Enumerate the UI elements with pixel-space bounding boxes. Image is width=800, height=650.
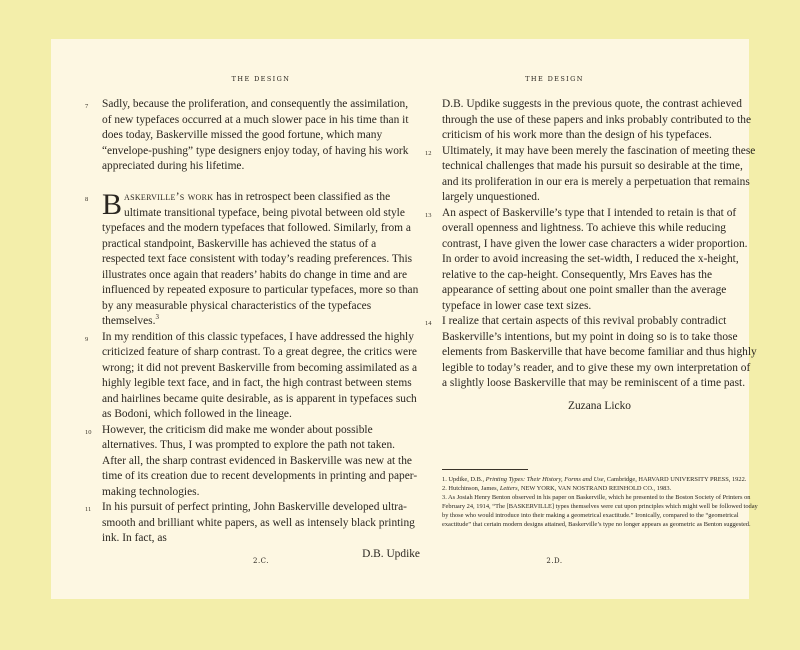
- paragraph-9: [85, 330, 420, 423]
- paragraph-11: [85, 500, 420, 547]
- folio-right: 2.D.: [546, 557, 563, 565]
- footnote-3: [442, 494, 758, 530]
- paragraph-number: 11: [85, 506, 92, 513]
- footnote-text: , Cambridge, HARVARD UNIVERSITY PRESS, 1922.: [603, 476, 747, 483]
- paragraph-number: 12: [425, 149, 432, 157]
- paragraph-text: Sadly, because the proliferation, and consequently the assimilation, of new typefaces occurred at a much slower pace in his time than it does today, Baskerville missed the good fortune, which many “envelope-pushing” type designers enjoy today, of having his work appreciated during his lifetime.: [102, 98, 409, 172]
- paragraph-text: has in retrospect been classified as the ultimate transitional typeface, being pivotal between old style typefaces and the modern typefaces that followed. Similarly, from a practical standpoint, Baskerville has achieved the status of a respected text face consistent with today’s reading preferences. This illustrates once again that readers’ habits do change in time and are influenced by repeated exposure to particular typefaces, more so than by any measurable physical characteristics of the typefaces themselves.: [102, 191, 419, 327]
- footnote-text: 3. As Josiah Henry Benton observed in his paper on Baskerville, which he presented to the Boston Society of Printers on February 24, 1914, “The [BASKERVILLE] types themselves were cut upon principles which might well be followed today by those who would introduce into their making a geometrical exactitude.” Ironically, compared to the “geometrical exactitude” that certain modern designs attained, Baskerville’s type no longer appears as geometric as Benton suggested.: [442, 493, 758, 528]
- paragraph-14: [425, 314, 757, 392]
- right-page: [425, 39, 758, 599]
- author-signature: Zuzana Licko: [568, 399, 631, 412]
- paragraph-13: [425, 206, 757, 315]
- paragraph-text: Ultimately, it may have been merely the fascination of meeting these technical challenges that made his pursuit so desirable at the time, and its proliferation in our era is merely a perpetuation that remains largely unquestioned.: [442, 144, 756, 203]
- paragraph-number: 9: [85, 335, 89, 343]
- paragraph-12: [425, 144, 757, 206]
- footnote-text: 2. Hutchinson, James,: [442, 484, 500, 492]
- paragraph-text: An aspect of Baskerville’s type that I intended to retain is that of overall openness and lightness. To achieve this while reducing contrast, I have given the lower case characters a wider proportion. In order to avoid increasing the set-width, I reduced the x-height, relative to the cap-height. Consequently, Mrs Eaves has the appearance of setting about one point smaller than the average typeface in lower case text sizes.: [442, 206, 748, 312]
- folio-left: 2.C.: [252, 557, 269, 565]
- footnote-text: , NEW YORK, VAN NOSTRAND REINHOLD CO., 1983.: [517, 484, 672, 492]
- footnote-1: [442, 476, 758, 485]
- small-caps-lead: askerville’s work: [124, 191, 214, 203]
- paragraph-number: 13: [425, 211, 432, 219]
- footnote-title: Letters: [499, 484, 518, 492]
- paragraph-number: 10: [85, 428, 92, 436]
- drop-cap: B: [102, 188, 123, 221]
- paragraph-7: [85, 97, 420, 175]
- paragraph-number: 8: [85, 196, 89, 203]
- paragraph-text: In his pursuit of perfect printing, John Baskerville developed ultra-smooth and brilliant white papers, as well as intensely black printing ink. In fact, as: [102, 501, 415, 544]
- running-head-left: THE DESIGN: [231, 75, 291, 83]
- running-head-right: THE DESIGN: [525, 75, 584, 83]
- footnotes: [442, 476, 758, 529]
- quote-attribution: D.B. Updike: [362, 547, 420, 560]
- footnote-rule: [442, 469, 528, 470]
- paragraph-number: 14: [425, 320, 432, 327]
- paragraph-text: I realize that certain aspects of this revival probably contradict Baskerville’s intentions, but my point in doing so is to take those elements from Baskerville that have become familiar and thus highly legible to today’s reader, and to give these my own interpretation of a slightly loose Baskerville that may be reminiscent of a time past.: [442, 315, 757, 389]
- paragraph-number: 7: [85, 103, 89, 110]
- left-body-text: [85, 97, 420, 562]
- footnote-ref: 3: [155, 313, 159, 322]
- paragraph-8: [85, 188, 420, 330]
- footnote-2: [442, 485, 758, 494]
- book-spread: [51, 39, 758, 599]
- paragraph-continued: [442, 97, 757, 144]
- left-page: [85, 39, 420, 599]
- paragraph-text: D.B. Updike suggests in the previous quote, the contrast achieved through the use of these papers and inks probably contributed to the criticism of his work more than the design of his typefaces.: [442, 98, 752, 141]
- paragraph-10: [85, 423, 420, 501]
- footnote-text: 1. Updike, D.B.,: [442, 476, 486, 483]
- footnote-title: Printing Types: Their History, Forms and Use: [485, 476, 604, 483]
- paragraph-text: In my rendition of this classic typefaces, I have addressed the highly criticized feature of sharp contrast. To a great degree, the critics were wrong; it did not prevent Baskerville from becoming assimilated as a highly legible text face, and in fact, the high contrast between stems and hairlines became quite desirable, as is apparent in typefaces such as Bodoni, which followed in the lineage.: [102, 330, 418, 420]
- right-body-text: [425, 97, 757, 414]
- paragraph-text: However, the criticism did make me wonder about possible alternatives. Thus, I was prompted to explore the path not taken. After all, the sharp contrast evidenced in Baskerville was new at the time of its creation due to recent developments in printing and paper-making technologies.: [102, 423, 418, 498]
